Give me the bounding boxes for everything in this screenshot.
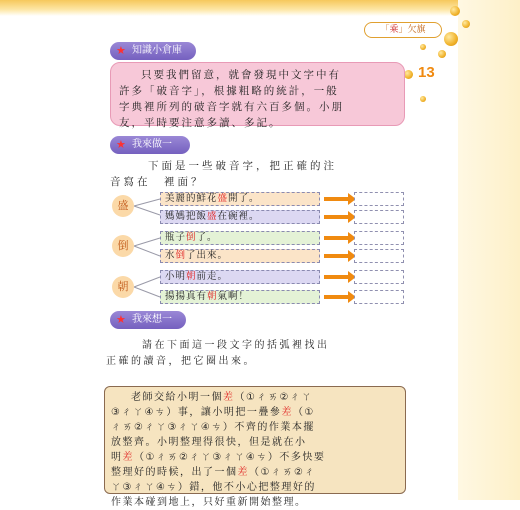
story-line: [111, 465, 399, 480]
connector-line: [134, 287, 160, 297]
story-line: [111, 435, 399, 450]
story-line: [111, 450, 399, 465]
story-text: （①ㄔㄞ②ㄔ: [249, 467, 316, 478]
section-title-knowledge: ★ 知識小倉庫: [110, 42, 196, 60]
knowledge-line: 友，平時要注意多讀、多記。: [119, 117, 282, 129]
story-line: [111, 495, 399, 510]
bubble-icon: [450, 6, 460, 16]
story-line: [111, 420, 399, 435]
story-line: [111, 390, 399, 405]
story-text: 明: [111, 452, 123, 463]
bubble-icon: [444, 32, 458, 46]
story-text: ㄚ③ㄔㄚ④ㄘ）錯，他不小心把整理好的: [111, 482, 316, 493]
knowledge-line: 只要我們留意，就會發現中文字中有: [141, 69, 341, 81]
knowledge-box: [110, 62, 405, 129]
story-text: ③ㄔㄚ④ㄘ）事，讓小明把一疊參: [111, 407, 282, 418]
bubble-icon: [420, 96, 426, 102]
connector-line: [134, 238, 160, 246]
connector-line: [134, 246, 160, 256]
story-text: 放整齊。小明整理得很快，但是就在小: [111, 437, 307, 448]
right-decor-rail: [458, 0, 520, 500]
answer-box[interactable]: [354, 290, 404, 304]
story-text: 老師交給小明一個: [131, 392, 223, 403]
sentence-row: 媽媽把飯盛在碗裡。: [160, 210, 320, 224]
polyphone-char: 差: [281, 407, 293, 418]
answer-box[interactable]: [354, 231, 404, 245]
bubble-icon: [438, 50, 446, 58]
chapter-tag: 「乘」欠旗: [364, 22, 442, 38]
char-circle-dao: 倒: [112, 235, 134, 257]
story-text: ㄔㄞ②ㄔㄚ③ㄔㄚ④ㄘ）不齊的作業本擺: [111, 422, 315, 433]
polyphone-char: 差: [223, 392, 235, 403]
polyphone-char: 差: [122, 452, 134, 463]
answer-box[interactable]: [354, 192, 404, 206]
sentence-row: 美麗的鮮花盛開了。: [160, 192, 320, 206]
top-decor-band: [0, 0, 520, 16]
page-number: 13: [418, 64, 435, 81]
answer-box[interactable]: [354, 270, 404, 284]
section-title-think: ★ 我來想一想: [110, 311, 186, 329]
exercise-prompt-line: 下面是一些破音字，把正確的注: [148, 160, 337, 172]
knowledge-line: 許多「破音字」，根據粗略的統計，一般: [119, 85, 339, 97]
sentence-row: 瓶子倒了。: [160, 231, 320, 245]
story-text: 整理好的時候，出了一個: [111, 467, 238, 478]
sentence-row: 水倒了出來。: [160, 249, 320, 263]
exercise-prompt-line: 音寫在 裡面？: [110, 176, 205, 188]
knowledge-line: 字典裡所列的破音字就有六百多個。小朋: [119, 101, 344, 113]
story-box: [104, 386, 406, 508]
answer-box[interactable]: [354, 249, 404, 263]
connector-line: [134, 206, 160, 215]
sentence-row: 小明朝前走。: [160, 270, 320, 284]
sentence-row: 揚揚真有朝氣啊！: [160, 290, 320, 304]
story-text: （①: [292, 407, 315, 418]
connector-line: [134, 199, 160, 206]
char-circle-sheng: 盛: [112, 195, 134, 217]
think-prompt-line: 請在下面這一段文字的括弧裡找出: [142, 340, 330, 351]
bubble-icon: [404, 70, 413, 79]
story-line: [111, 405, 399, 420]
story-line: [111, 480, 399, 495]
story-text: （①ㄔㄞ②ㄔㄚ③ㄔㄚ④ㄘ）不多快要: [134, 452, 326, 463]
bubble-icon: [462, 20, 470, 28]
story-text: （①ㄔㄞ②ㄔㄚ: [234, 392, 313, 403]
star-icon: ★: [116, 313, 126, 326]
answer-box[interactable]: [354, 210, 404, 224]
star-icon: ★: [116, 138, 126, 151]
connector-line: [134, 277, 160, 287]
polyphone-char: 差: [237, 467, 249, 478]
section-title-exercise: ★ 我來做一做: [110, 136, 190, 154]
star-icon: ★: [116, 44, 126, 57]
bubble-icon: [420, 44, 426, 50]
char-circle-chao: 朝: [112, 276, 134, 298]
think-prompt-line: 正確的讀音，把它圈出來。: [106, 356, 256, 367]
story-text: 作業本碰到地上，只好重新開始整理。: [111, 497, 307, 508]
